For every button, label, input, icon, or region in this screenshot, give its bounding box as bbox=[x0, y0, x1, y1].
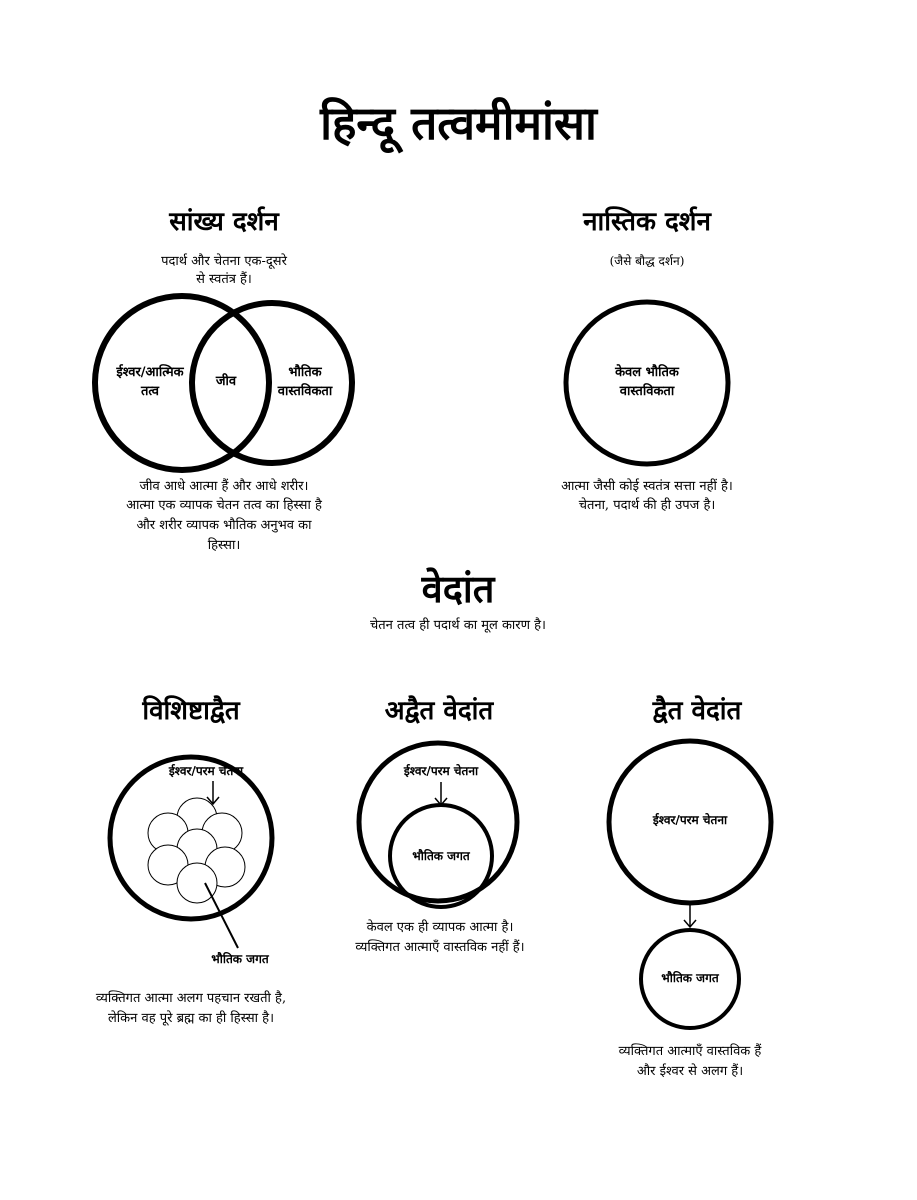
vishishtadvaita-title: विशिष्टाद्वैत bbox=[142, 696, 240, 726]
nastika-label-1: केवल भौतिक bbox=[615, 365, 679, 380]
samkhya-desc-line1: पदार्थ और चेतना एक-दूसरे bbox=[161, 254, 287, 269]
samkhya-spirit-label-1: ईश्वर/आत्मिक bbox=[116, 365, 184, 380]
dvaita-top-label: ईश्वर/परम चेतना bbox=[652, 813, 728, 827]
samkhya-note-line1: जीव आधे आत्मा हैं और आधे शरीर। bbox=[139, 479, 309, 494]
dvaita-note-line1: व्यक्तिगत आत्माएँ वास्तविक हैं bbox=[618, 1044, 762, 1059]
vishishtadvaita-top-label: ईश्वर/परम चेतना bbox=[168, 764, 244, 778]
vishishtadvaita-note-line2: लेकिन वह पूरे ब्रह्म का ही हिस्सा है। bbox=[107, 1011, 275, 1026]
vishishtadvaita-pointer-label: भौतिक जगत bbox=[211, 952, 269, 966]
dvaita-bottom-label: भौतिक जगत bbox=[661, 971, 719, 985]
advaita-title: अद्वैत वेदांत bbox=[384, 696, 494, 726]
samkhya-title: सांख्य दर्शन bbox=[169, 207, 279, 237]
nastika-note-line2: चेतना, पदार्थ की ही उपज है। bbox=[578, 498, 716, 513]
advaita-inner-label: भौतिक जगत bbox=[412, 849, 470, 863]
samkhya-matter-label-2: वास्तविकता bbox=[277, 384, 333, 399]
nastika-label-2: वास्तविकता bbox=[619, 384, 675, 399]
advaita-top-label: ईश्वर/परम चेतना bbox=[403, 764, 479, 778]
samkhya-jiva-label: जीव bbox=[215, 374, 237, 389]
nastika-title: नास्तिक दर्शन bbox=[583, 207, 711, 237]
advaita-note-line1: केवल एक ही व्यापक आत्मा है। bbox=[366, 920, 514, 935]
dvaita-down-arrow bbox=[684, 904, 696, 927]
vishishtadvaita-down-arrow bbox=[207, 781, 219, 804]
nastika-note-line1: आत्मा जैसी कोई स्वतंत्र सत्ता नहीं है। bbox=[561, 479, 733, 494]
vedanta-desc: चेतन तत्व ही पदार्थ का मूल कारण है। bbox=[370, 618, 546, 633]
samkhya-note-line4: हिस्सा। bbox=[207, 538, 241, 553]
samkhya-note-line3: और शरीर व्यापक भौतिक अनुभव का bbox=[136, 518, 312, 533]
samkhya-matter-label-1: भौतिक bbox=[288, 365, 322, 380]
samkhya-note-line2: आत्मा एक व्यापक चेतन तत्व का हिस्सा है bbox=[126, 498, 322, 513]
samkhya-desc-line2: से स्वतंत्र हैं। bbox=[196, 272, 252, 287]
vedanta-title: वेदांत bbox=[421, 566, 495, 611]
vishishtadvaita-soul-circles bbox=[148, 798, 245, 903]
dvaita-title: द्वैत वेदांत bbox=[652, 696, 742, 726]
vishishtadvaita-note-line1: व्यक्तिगत आत्मा अलग पहचान रखती है, bbox=[95, 991, 287, 1006]
samkhya-spirit-label-2: तत्व bbox=[140, 384, 160, 399]
dvaita-note-line2: और ईश्वर से अलग हैं। bbox=[636, 1064, 744, 1079]
page-title: हिन्दू तत्वमीमांसा bbox=[320, 96, 597, 150]
advaita-down-arrow bbox=[435, 782, 447, 805]
advaita-note-line2: व्यक्तिगत आत्माएँ वास्तविक नहीं हैं। bbox=[355, 940, 525, 955]
nastika-subtitle: (जैसे बौद्ध दर्शन) bbox=[609, 254, 685, 268]
